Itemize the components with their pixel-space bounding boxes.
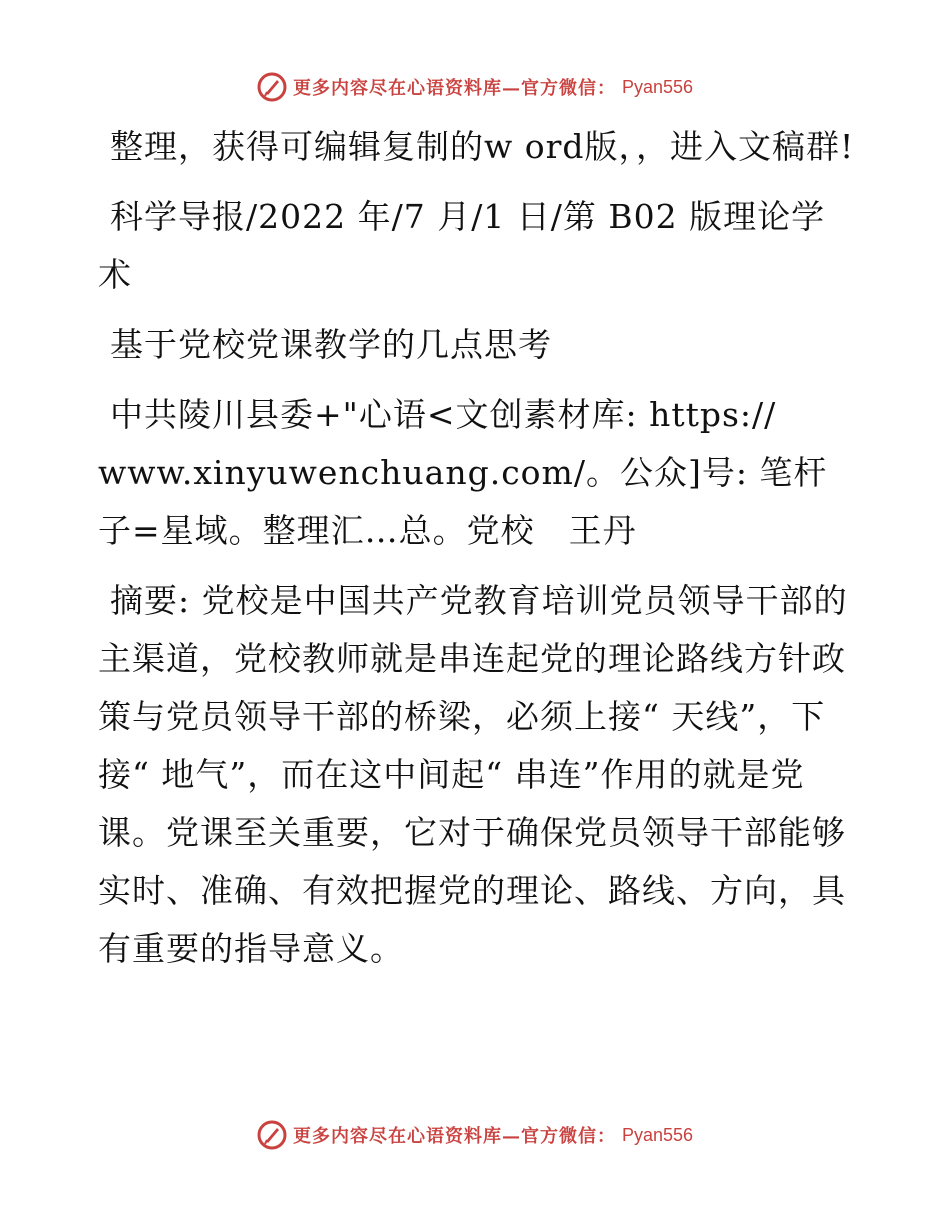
author-line: 中共陵川县委+"心语<文创素材库: https:// www.xinyuwenchuang.com/。公众]号: 笔杆子=星域。整理汇…总。党校 王丹 [98,395,828,550]
article-body [98,118,858,978]
quill-logo-icon [257,1120,287,1150]
article-title: 基于党校党课教学的几点思考 [110,325,552,364]
footer-banner-text: 更多内容尽在心语资料库—官方微信： [292,1126,616,1147]
header-banner [0,72,950,112]
footer-wechat-id: Pyan556 [621,1124,694,1145]
source-line: 科学导报/2022 年/7 月/1 日/第 B02 版理论学术 [98,197,826,294]
note-paragraph: 整理，获得可编辑复制的w ord版，，进入文稿群! [110,127,855,166]
abstract-paragraph: 摘要: 党校是中国共产党教育培训党员领导干部的主渠道，党校教师就是串连起党的理论路线方针政策与党员领导干部的桥梁，必须上接“ 天线”，下接“ 地气”，而在这中间起“ 串连”作用的就是党课。党课至关重要，它对于确保党员领导干部能够实时、准确、有效把握党的理论、路线、方向，具有重要的指导意义。 [98,581,848,968]
header-wechat-id: Pyan556 [621,76,694,97]
quill-logo-icon [257,72,287,102]
header-banner-text: 更多内容尽在心语资料库—官方微信： [292,78,616,99]
footer-banner [0,1120,950,1160]
